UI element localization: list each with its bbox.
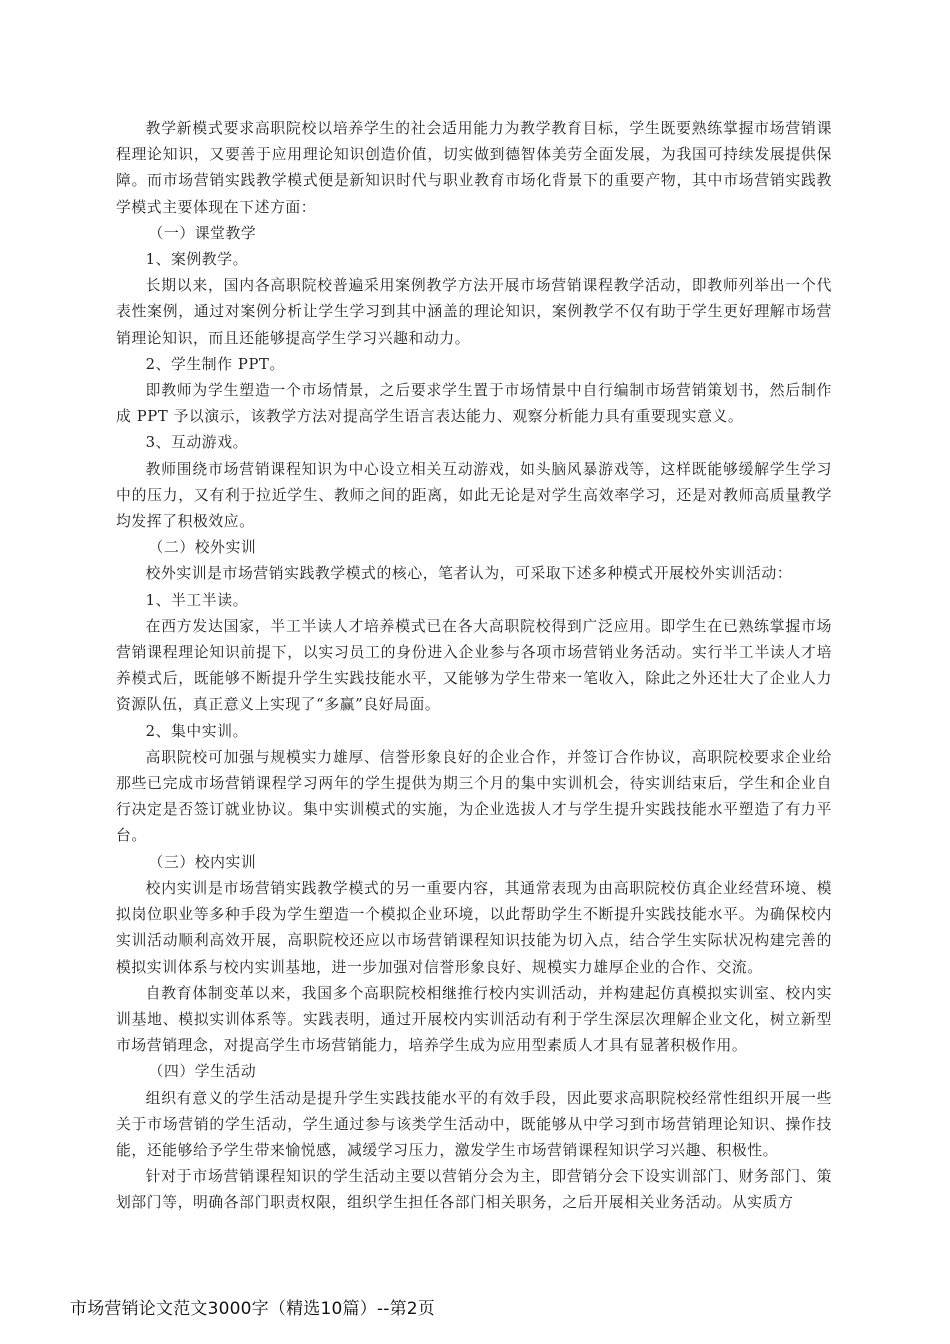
- subheading-interactive-game: 3、互动游戏。: [145, 434, 248, 452]
- page-footer: 市场营销论文范文3000字（精选10篇）--第2页: [70, 1299, 435, 1319]
- paragraph-oncampus-2: 自教育体制变革以来，我国多个高职院校相继推行校内实训活动，并构建起仿真模拟实训室、校内实训基地、模拟实训体系等。实践表明，通过开展校内实训活动有利于学生深层次理解企业文化，树立新型市场营销理念，对提高学生市场营销能力，培养学生成为应用型素质人才具有显著积极作用。: [116, 984, 832, 1055]
- subheading-centralized-training: 2、集中实训。: [145, 722, 248, 740]
- paragraph-student-activities-2: 针对于市场营销课程知识的学生活动主要以营销分会为主，即营销分会下设实训部门、财务部门、策划部门等，明确各部门职责权限，组织学生担任各部门相关职务，之后开展相关业务活动。从实质方: [116, 1168, 832, 1212]
- section-heading-student-activities: （四）学生活动: [148, 1063, 257, 1081]
- paragraph-oncampus-1: 校内实训是市场营销实践教学模式的另一重要内容，其通常表现为由高职院校仿真企业经营环境、模拟岗位职业等多种手段为学生塑造一个模拟企业环境，以此帮助学生不断提升实践技能水平。为确保校内实训活动顺利高效开展，高职院校还应以市场营销课程知识技能为切入点，结合学生实际状况构建完善的模拟实训体系与校内实训基地，进一步加强对信誉形象良好、规模实力雄厚企业的合作、交流。: [116, 879, 832, 976]
- section-heading-classroom: （一）课堂教学: [148, 224, 257, 242]
- paragraph-centralized-training: 高职院校可加强与规模实力雄厚、信誉形象良好的企业合作，并签订合作协议，高职院校要求企业给那些已完成市场营销课程学习两年的学生提供为期三个月的集中实训机会，待实训结束后，学生和企业自行决定是否签订就业协议。集中实训模式的实施，为企业选拔人才与学生提升实践技能水平塑造了有力平台。: [116, 748, 832, 845]
- paragraph-intro: 教学新模式要求高职院校以培养学生的社会适用能力为教学教育目标，学生既要熟练掌握市场营销课程理论知识，又要善于应用理论知识创造价值，切实做到德智体美劳全面发展，为我国可持续发展提供保障。而市场营销实践教学模式便是新知识时代与职业教育市场化背景下的重要产物，其中市场营销实践教学模式主要体现在下述方面：: [116, 120, 832, 216]
- subheading-case-teaching: 1、案例教学。: [145, 251, 248, 269]
- document-body: [116, 116, 832, 1217]
- section-heading-oncampus: （三）校内实训: [148, 853, 257, 871]
- paragraph-offcampus-intro: 校外实训是市场营销实践教学模式的核心，笔者认为，可采取下述多种模式开展校外实训活动：: [145, 565, 793, 583]
- paragraph-student-activities-1: 组织有意义的学生活动是提升学生实践技能水平的有效手段，因此要求高职院校经常性组织开展一些关于市场营销的学生活动，学生通过参与该类学生活动中，既能够从中学习到市场营销理论知识、操作技能，还能够给予学生带来愉悦感，减缓学习压力，激发学生市场营销课程知识学习兴趣、积极性。: [116, 1089, 832, 1159]
- paragraph-work-study: 在西方发达国家，半工半读人才培养模式已在各大高职院校得到广泛应用。即学生在已熟练掌握市场营销课程理论知识前提下，以实习员工的身份进入企业参与各项市场营销业务活动。实行半工半读人才培养模式后，既能够不断提升学生实践技能水平，又能够为学生带来一笔收入，除此之外还壮大了企业人力资源队伍，真正意义上实现了“多赢”良好局面。: [116, 617, 832, 714]
- paragraph-ppt: 即教师为学生塑造一个市场情景，之后要求学生置于市场情景中自行编制市场营销策划书，然后制作成 PPT 予以演示，该教学方法对提高学生语言表达能力、观察分析能力具有重要现实意义。: [116, 382, 832, 426]
- subheading-work-study: 1、半工半读。: [145, 591, 248, 609]
- paragraph-interactive-game: 教师围绕市场营销课程知识为中心设立相关互动游戏，如头脑风暴游戏等，这样既能够缓解学生学习中的压力，又有利于拉近学生、教师之间的距离，如此无论是对学生高效率学习，还是对教师高质量教学均发挥了积极效应。: [116, 460, 832, 531]
- subheading-ppt: 2、学生制作 PPT。: [145, 355, 285, 373]
- paragraph-case-teaching: 长期以来，国内各高职院校普遍采用案例教学方法开展市场营销课程教学活动，即教师列举出一个代表性案例，通过对案例分析让学生学习到其中涵盖的理论知识，案例教学不仅有助于学生更好理解市场营销理论知识，而且还能够提高学生学习兴趣和动力。: [116, 277, 832, 347]
- section-heading-offcampus: （二）校外实训: [148, 539, 257, 557]
